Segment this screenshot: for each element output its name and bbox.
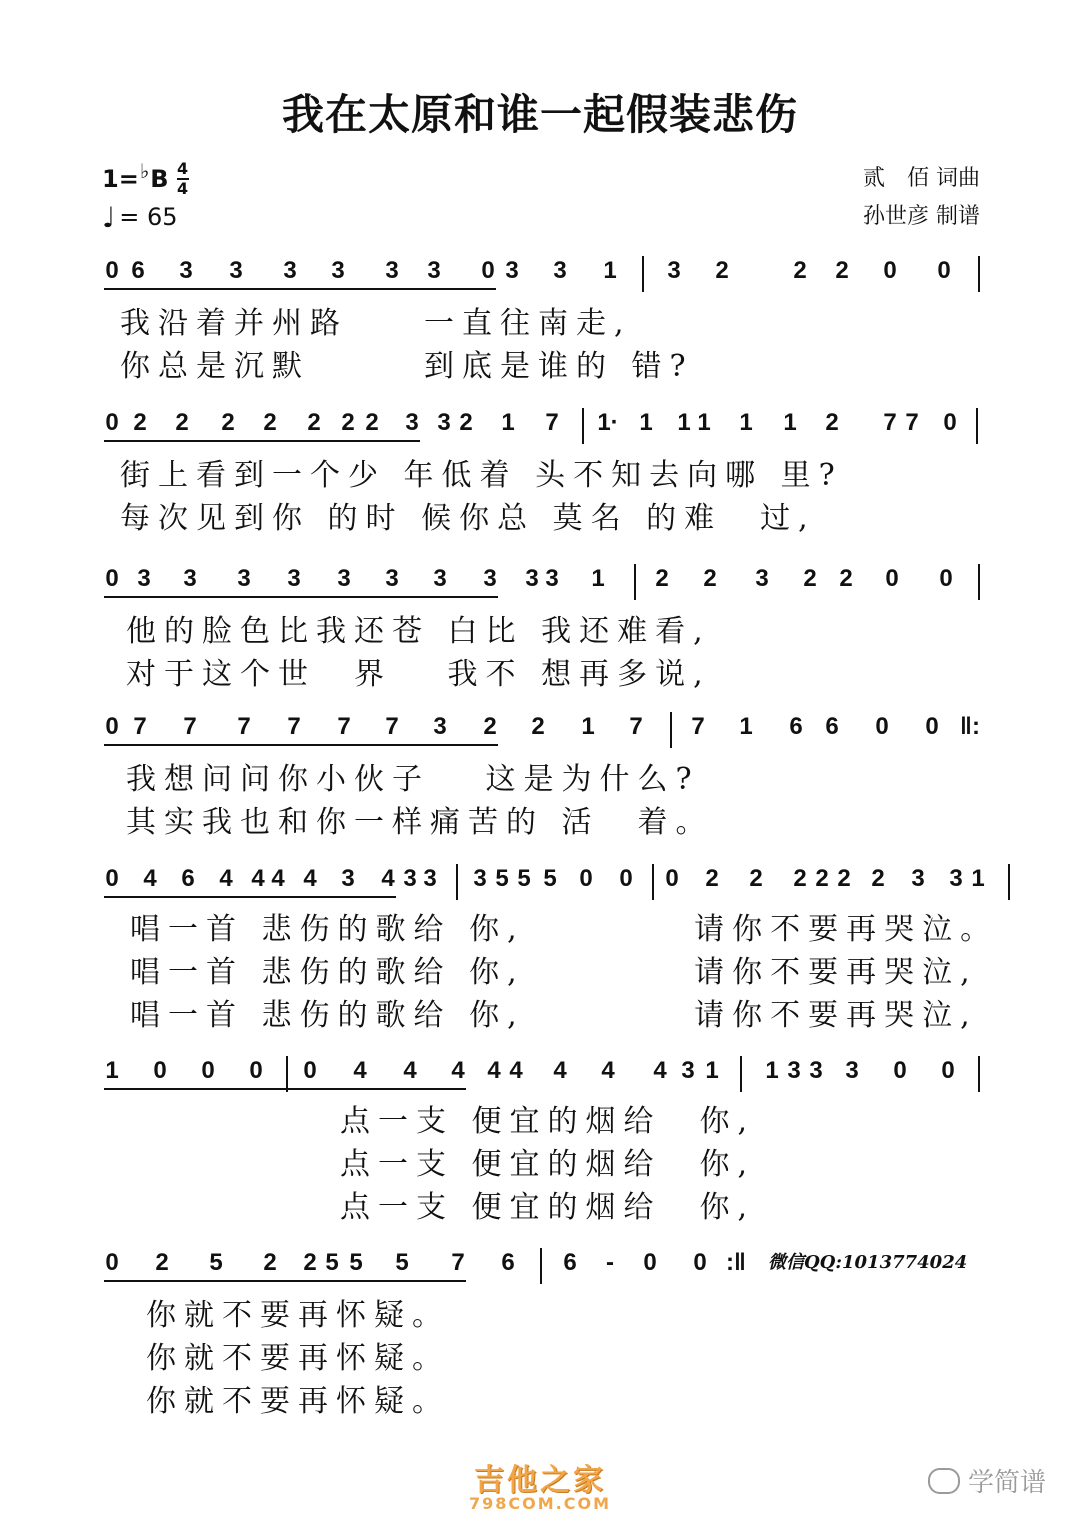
note: 7 <box>545 409 559 436</box>
rest-note: 0 <box>943 409 957 436</box>
note: 2 <box>793 257 807 284</box>
lyric-line: 街上看到一个少 年低着 头不知去向哪 里? <box>120 458 843 493</box>
note: 7 <box>451 1249 465 1276</box>
note: 1 <box>705 1057 719 1084</box>
note: 6 <box>181 865 195 892</box>
bar-line <box>978 1056 980 1092</box>
note: 2 <box>703 565 717 592</box>
rhythm-underline <box>104 1088 466 1090</box>
note: 2 <box>655 565 669 592</box>
lyric-line: 点一支 便宜的烟给 你, <box>340 1147 756 1182</box>
note: 6 <box>501 1249 515 1276</box>
note: 3 <box>237 565 251 592</box>
note: 2 <box>341 409 355 436</box>
notation-line <box>0 408 1080 438</box>
rhythm-underline <box>104 896 396 898</box>
note: 2 <box>815 865 829 892</box>
note: 3 <box>405 409 419 436</box>
rest-note: 0 <box>893 1057 907 1084</box>
rest-note: 0 <box>105 1249 119 1276</box>
lyric-line: 你总是沉默 到底是谁的 错? <box>120 349 694 384</box>
rhythm-underline <box>104 288 496 290</box>
rest-note: 0 <box>303 1057 317 1084</box>
note: 3 <box>433 713 447 740</box>
notation-line <box>0 864 1080 894</box>
note: 1 <box>603 257 617 284</box>
note: 4 <box>271 865 285 892</box>
note: 5 <box>543 865 557 892</box>
lyric-line: 点一支 便宜的烟给 你, <box>340 1190 756 1225</box>
rest-note: 0 <box>201 1057 215 1084</box>
watermark-account-name: 学简谱 <box>967 1468 1046 1498</box>
rest-note: 0 <box>693 1249 707 1276</box>
note: :‖ <box>726 1249 746 1276</box>
note: 1 <box>765 1057 779 1084</box>
note: ‖: <box>960 713 980 740</box>
note: 3 <box>667 257 681 284</box>
note: 4 <box>353 1057 367 1084</box>
note: 7 <box>337 713 351 740</box>
lyric-line: 点一支 便宜的烟给 你, <box>340 1104 756 1139</box>
note: 1 <box>591 565 605 592</box>
note: 3 <box>545 565 559 592</box>
tempo-value: = 65 <box>119 203 178 231</box>
chat-bubble-icon <box>928 1468 960 1494</box>
note: 7 <box>183 713 197 740</box>
rest-note: 0 <box>941 1057 955 1084</box>
note: 2 <box>155 1249 169 1276</box>
time-bottom: 4 <box>176 179 189 198</box>
key-note: B <box>150 165 169 193</box>
note: 3 <box>385 257 399 284</box>
contact-text: 微信QQ:1013774024 <box>768 1252 968 1273</box>
rest-note: 0 <box>105 257 119 284</box>
note: 2 <box>793 865 807 892</box>
watermark-site: 吉他之家 <box>474 1463 606 1498</box>
note: 3 <box>423 865 437 892</box>
note: 1 <box>105 1057 119 1084</box>
rest-note: 0 <box>925 713 939 740</box>
note: 4 <box>601 1057 615 1084</box>
note: 3 <box>553 257 567 284</box>
note: 2 <box>749 865 763 892</box>
note: 1· <box>597 409 619 436</box>
note: 1 <box>697 409 711 436</box>
note: 3 <box>283 257 297 284</box>
tempo-marking <box>102 198 189 236</box>
note: 3 <box>473 865 487 892</box>
note: 4 <box>251 865 265 892</box>
note: 3 <box>483 565 497 592</box>
note: 4 <box>487 1057 501 1084</box>
notation-line <box>0 256 1080 286</box>
note: 3 <box>331 257 345 284</box>
bar-line <box>978 564 980 600</box>
note: 2 <box>825 409 839 436</box>
note: - <box>606 1249 614 1276</box>
note: 2 <box>705 865 719 892</box>
note: 5 <box>517 865 531 892</box>
note: 2 <box>839 565 853 592</box>
note: 3 <box>437 409 451 436</box>
rest-note: 0 <box>883 257 897 284</box>
bar-line <box>1008 864 1010 900</box>
note: 4 <box>381 865 395 892</box>
key-prefix: 1= <box>102 165 139 193</box>
key-signature <box>102 160 189 198</box>
note: 2 <box>133 409 147 436</box>
note: 7 <box>287 713 301 740</box>
lyric-line: 唱一首 悲伤的歌给 你, 请你不要再哭泣, <box>130 998 978 1033</box>
lyric-line: 唱一首 悲伤的歌给 你, 请你不要再哭泣。 <box>130 912 999 947</box>
note: 3 <box>341 865 355 892</box>
note: 3 <box>137 565 151 592</box>
note: 3 <box>505 257 519 284</box>
note: 4 <box>653 1057 667 1084</box>
flat-icon: ♭ <box>139 159 150 183</box>
note: 3 <box>183 565 197 592</box>
bar-line <box>286 1056 288 1092</box>
note: 1 <box>971 865 985 892</box>
bar-line <box>456 864 458 900</box>
note: 2 <box>365 409 379 436</box>
note: 3 <box>337 565 351 592</box>
rest-note: 0 <box>665 865 679 892</box>
rest-note: 0 <box>105 409 119 436</box>
note: 3 <box>681 1057 695 1084</box>
watermark-account <box>928 1462 1046 1499</box>
note: 5 <box>349 1249 363 1276</box>
note: 3 <box>385 565 399 592</box>
note: 3 <box>403 865 417 892</box>
note: 2 <box>307 409 321 436</box>
note: 7 <box>237 713 251 740</box>
lyric-line: 我想问问你小伙子 这是为什么? <box>126 762 700 797</box>
rest-note: 0 <box>105 865 119 892</box>
watermark-url: 798COM.COM <box>468 1494 611 1513</box>
lyric-line: 其实我也和你一样痛苦的 活 着。 <box>126 805 714 840</box>
bar-line <box>976 408 978 444</box>
key-tempo-block <box>102 160 189 236</box>
note: 2 <box>263 1249 277 1276</box>
rest-note: 0 <box>619 865 633 892</box>
notation-line <box>0 712 1080 742</box>
rest-note: 0 <box>105 565 119 592</box>
note: 3 <box>911 865 925 892</box>
note: 4 <box>403 1057 417 1084</box>
note: 3 <box>787 1057 801 1084</box>
note: 3 <box>755 565 769 592</box>
note: 1 <box>639 409 653 436</box>
note: 5 <box>495 865 509 892</box>
note: 3 <box>433 565 447 592</box>
note: 1 <box>783 409 797 436</box>
note: 3 <box>179 257 193 284</box>
bar-line <box>670 712 672 748</box>
note: 2 <box>531 713 545 740</box>
note: 2 <box>175 409 189 436</box>
note: 3 <box>949 865 963 892</box>
note: 4 <box>509 1057 523 1084</box>
note: 4 <box>451 1057 465 1084</box>
note: 2 <box>221 409 235 436</box>
bar-line <box>582 408 584 444</box>
rest-note: 0 <box>105 713 119 740</box>
note: 2 <box>871 865 885 892</box>
note: 1 <box>501 409 515 436</box>
rhythm-underline <box>104 1280 466 1282</box>
note: 5 <box>395 1249 409 1276</box>
note: 7 <box>629 713 643 740</box>
rest-note: 0 <box>643 1249 657 1276</box>
rest-note: 0 <box>579 865 593 892</box>
credit-lyrics-music: 贰 佰 词曲 <box>863 166 980 191</box>
note: 7 <box>905 409 919 436</box>
note: 3 <box>845 1057 859 1084</box>
rhythm-underline <box>104 744 498 746</box>
time-signature <box>177 161 189 197</box>
rhythm-underline <box>104 440 420 442</box>
bar-line <box>740 1056 742 1092</box>
bar-line <box>978 256 980 292</box>
lyric-line: 对于这个世 界 我不 想再多说, <box>126 657 711 692</box>
time-top: 4 <box>176 159 189 178</box>
note: 6 <box>825 713 839 740</box>
rhythm-underline <box>104 596 498 598</box>
note: 2 <box>459 409 473 436</box>
note: 7 <box>883 409 897 436</box>
rest-note: 0 <box>939 565 953 592</box>
note: 4 <box>143 865 157 892</box>
lyric-line: 每次见到你 的时 候你总 莫名 的难 过, <box>120 501 816 536</box>
note: 6 <box>563 1249 577 1276</box>
lyric-line: 你就不要再怀疑。 <box>146 1298 450 1333</box>
note: 1 <box>581 713 595 740</box>
quarter-note-icon: ♩ <box>102 200 116 234</box>
bar-line <box>634 564 636 600</box>
rest-note: 0 <box>153 1057 167 1084</box>
note: 6 <box>789 713 803 740</box>
notation-line <box>0 1056 1080 1086</box>
note: 3 <box>525 565 539 592</box>
bar-line <box>540 1248 542 1284</box>
note: 1 <box>739 713 753 740</box>
notation-line <box>0 564 1080 594</box>
note: 1 <box>739 409 753 436</box>
bar-line <box>652 864 654 900</box>
note: 2 <box>837 865 851 892</box>
lyric-line: 你就不要再怀疑。 <box>146 1384 450 1419</box>
note: 4 <box>219 865 233 892</box>
note: 6 <box>131 257 145 284</box>
note: 2 <box>263 409 277 436</box>
lyric-line: 他的脸色比我还苍 白比 我还难看, <box>126 614 711 649</box>
note: 3 <box>427 257 441 284</box>
bar-line <box>642 256 644 292</box>
note: 3 <box>287 565 301 592</box>
note: 5 <box>325 1249 339 1276</box>
note: 2 <box>303 1249 317 1276</box>
credits <box>863 160 980 236</box>
note: 3 <box>229 257 243 284</box>
note: 7 <box>133 713 147 740</box>
note: 1 <box>677 409 691 436</box>
note: 4 <box>553 1057 567 1084</box>
note: 4 <box>303 865 317 892</box>
rest-note: 0 <box>937 257 951 284</box>
rest-note: 0 <box>481 257 495 284</box>
lyric-line: 你就不要再怀疑。 <box>146 1341 450 1376</box>
note: 3 <box>809 1057 823 1084</box>
rest-note: 0 <box>885 565 899 592</box>
note: 5 <box>209 1249 223 1276</box>
note: 2 <box>803 565 817 592</box>
page-title: 我在太原和谁一起假装悲伤 <box>281 90 798 139</box>
note: 7 <box>385 713 399 740</box>
note: 2 <box>715 257 729 284</box>
rest-note: 0 <box>875 713 889 740</box>
lyric-line: 唱一首 悲伤的歌给 你, 请你不要再哭泣, <box>130 955 978 990</box>
credit-notation: 孙世彦 制谱 <box>863 204 980 229</box>
note: 2 <box>483 713 497 740</box>
lyric-line: 我沿着并州路 一直往南走, <box>120 306 632 341</box>
rest-note: 0 <box>249 1057 263 1084</box>
note: 7 <box>691 713 705 740</box>
note: 2 <box>835 257 849 284</box>
